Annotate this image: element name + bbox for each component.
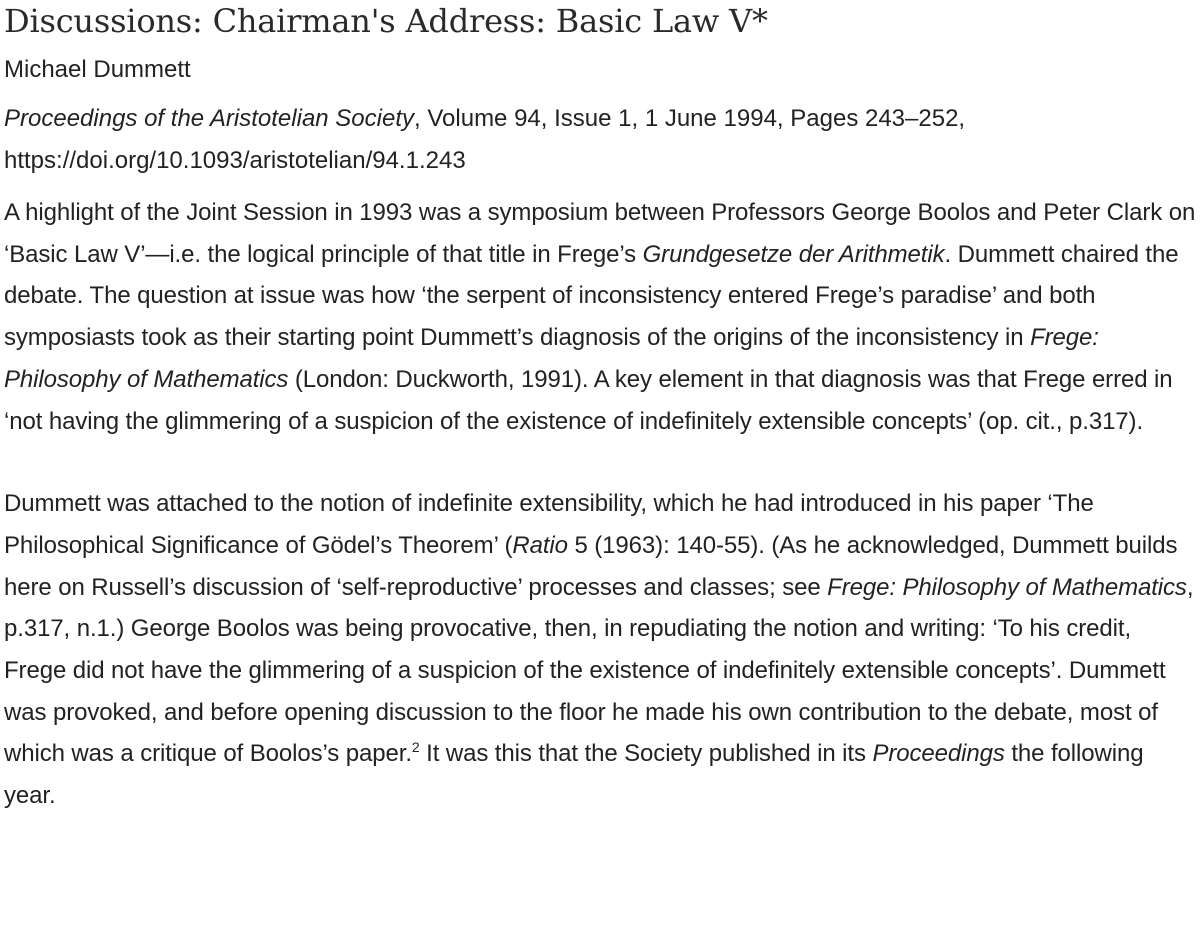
article-title: Discussions: Chairman's Address: Basic Law V*	[4, 2, 768, 40]
book-title: Frege: Philosophy of Mathematics	[827, 573, 1187, 601]
citation	[4, 98, 1196, 182]
abstract-paragraph-2	[4, 483, 1196, 817]
doi-link[interactable]: https://doi.org/10.1093/aristotelian/94.1.243	[4, 147, 466, 174]
abstract-paragraph-1	[4, 192, 1196, 442]
abstract-text: (London: Duckworth, 1991). A key element in that diagnosis was that Frege erred in ‘not having the glimmering of a suspicion of the existence of indefinitely extensible concepts’ (op. cit., p.317).	[4, 365, 1173, 435]
abstract-text: , p.317, n.1.) George Boolos was being provocative, then, in repudiating the notion and writing: ‘To his credit, Frege did not have the glimmering of a suspicion of the existence of indefinitely extensible concepts’. Dummett was provoked, and before opening discussion to the floor he made his own contribution to the debate, most of which was a critique of Boolos’s paper.	[4, 573, 1194, 768]
citation-details: , Volume 94, Issue 1, 1 June 1994, Pages 243–252,	[414, 105, 966, 132]
abstract-text: . Dummett chaired the debate. The question at issue was how ‘the serpent of inconsistency entered Frege’s paradise’ and both symposiasts took as their starting point Dummett’s diagnosis of the origins of the inconsistency in	[4, 240, 1179, 352]
abstract-text: A highlight of the Joint Session in 1993 was a symposium between Professors George Boolos and Peter Clark on ‘Basic Law V’—i.e. the logical principle of that title in Frege’s	[4, 199, 1196, 268]
journal-title: Proceedings	[872, 740, 1005, 768]
journal-name[interactable]: Proceedings of the Aristotelian Society	[4, 105, 415, 132]
book-title: Frege: Philosophy of Mathematics	[4, 324, 1099, 393]
abstract-text: 5 (1963): 140-55). (As he acknowledged, Dummett builds here on Russell’s discussion of ‘self-reproductive’ processes and classes; see	[4, 531, 1178, 601]
abstract-text: the following year.	[4, 740, 1144, 810]
book-title: Grundgesetze der Arithmetik	[642, 240, 945, 268]
footnote-ref[interactable]: 2	[411, 739, 420, 756]
abstract	[4, 192, 1196, 817]
article-author[interactable]: Michael Dummett	[4, 56, 191, 83]
abstract-text: Dummett was attached to the notion of indefinite extensibility, which he had introduced in his paper ‘The Philosophical Significance of Gödel’s Theorem’ (	[4, 490, 1094, 559]
abstract-text: It was this that the Society published in its	[419, 740, 873, 768]
journal-title: Ratio	[512, 531, 568, 559]
